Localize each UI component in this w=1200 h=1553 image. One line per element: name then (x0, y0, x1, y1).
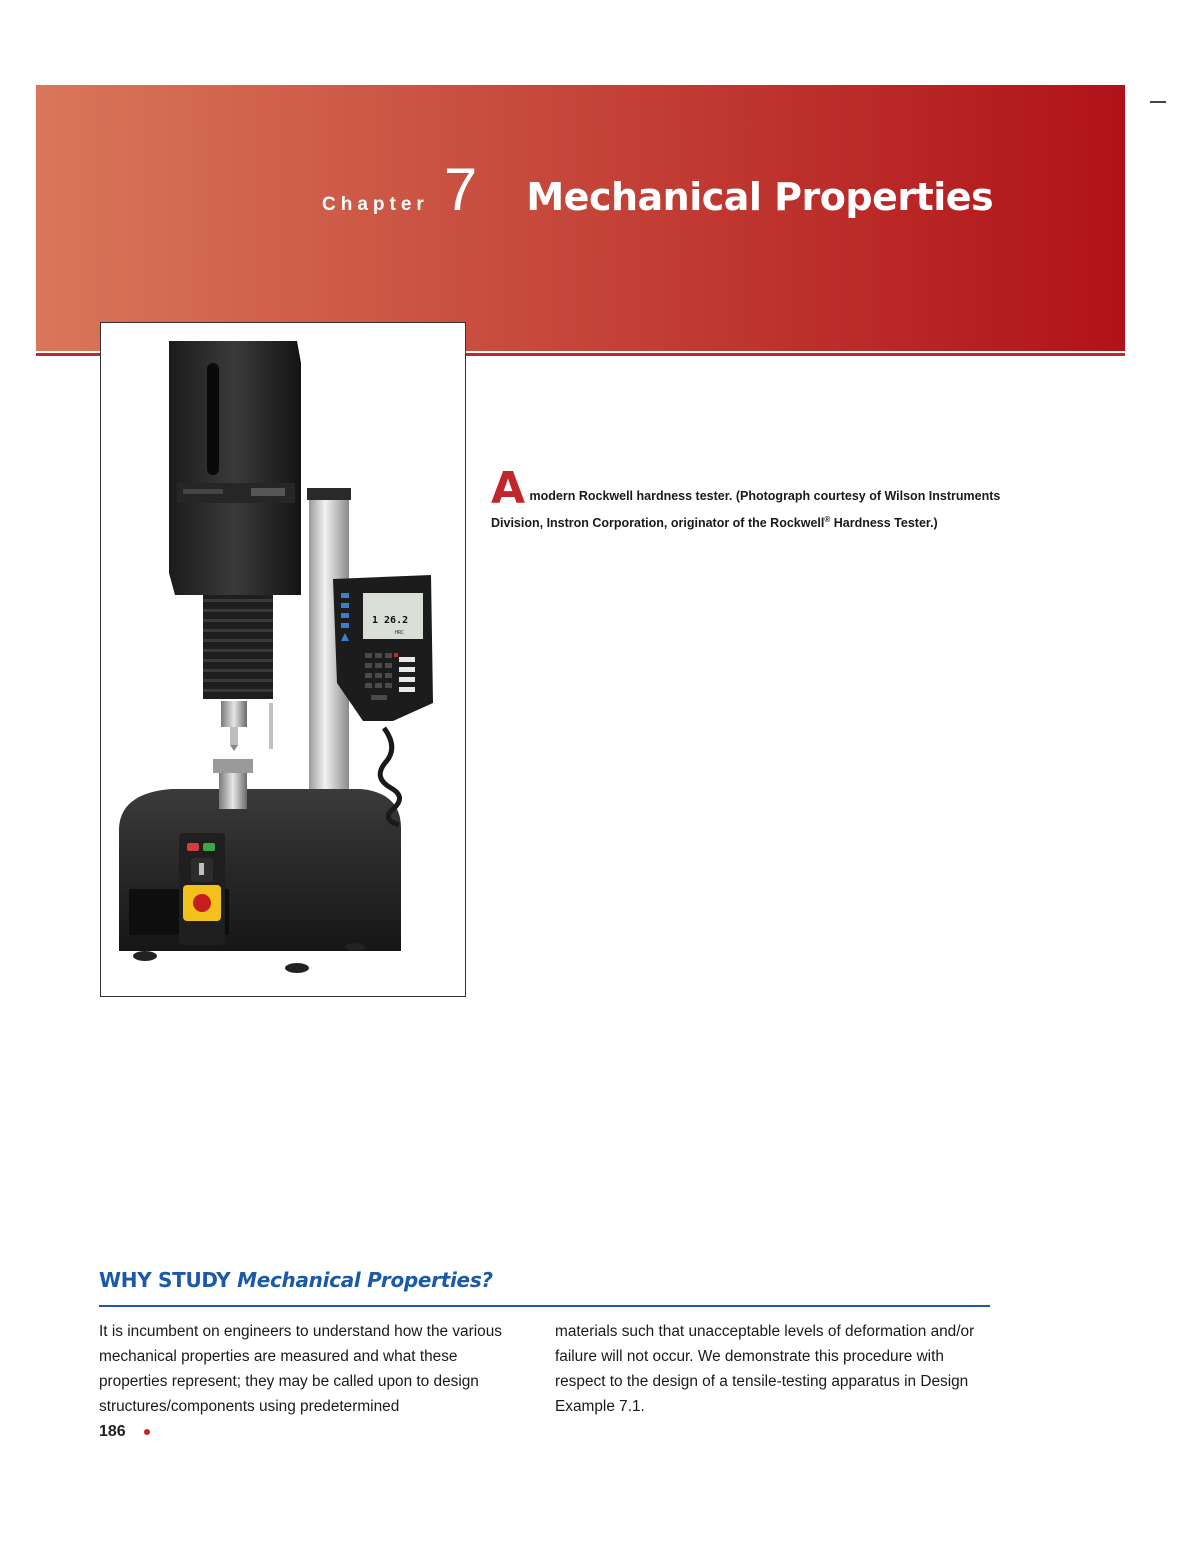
pendant-display-reading: 1 26.2 (372, 615, 409, 626)
chapter-title: Mechanical Properties (526, 175, 994, 219)
tester-head (169, 341, 301, 595)
caption-text-2: Hardness Tester.) (830, 516, 938, 531)
figure-caption (491, 463, 1011, 535)
bellows (203, 595, 273, 699)
page-folio (99, 1423, 150, 1441)
why-study-column-2: materials such that unacceptable levels of deformation and/or failure will not occur. We demonstrate this procedure with respect to the design of a tensile-testing apparatus in Design Example 7.1. (555, 1323, 975, 1415)
why-study-heading (99, 1268, 493, 1292)
figure-photo-frame (100, 322, 466, 997)
margin-tick (1150, 101, 1166, 103)
why-study-column-1: It is incumbent on engineers to understand how the various mechanical properties are measured and what these properties represent; they may be called upon to design structures/components using predetermined (99, 1323, 502, 1415)
rockwell-tester-illustration (101, 323, 467, 998)
page-number: 186 (99, 1423, 126, 1440)
head-slot (207, 363, 219, 475)
chapter-heading (322, 156, 994, 240)
emergency-stop-button (193, 894, 211, 912)
indenter-holder (221, 701, 247, 727)
start-button (203, 843, 215, 851)
chapter-label: Chapter (322, 194, 429, 215)
anvil (219, 773, 247, 809)
caption-text-1: modern Rockwell hardness tester. (Photograph courtesy of Wilson Instruments Division, Instron Corporation, originator of the Rockwell (491, 489, 1001, 531)
stop-button (187, 843, 199, 851)
folio-bullet-icon (144, 1429, 150, 1435)
registered-mark: ® (824, 515, 831, 524)
why-study-rule (99, 1305, 990, 1307)
why-study-prefix: WHY STUDY (99, 1268, 238, 1292)
caption-drop-cap: A (491, 463, 526, 514)
chapter-number: 7 (443, 156, 478, 223)
pendant-display-unit: HRC (395, 630, 405, 636)
why-study-topic: Mechanical Properties? (237, 1268, 493, 1292)
